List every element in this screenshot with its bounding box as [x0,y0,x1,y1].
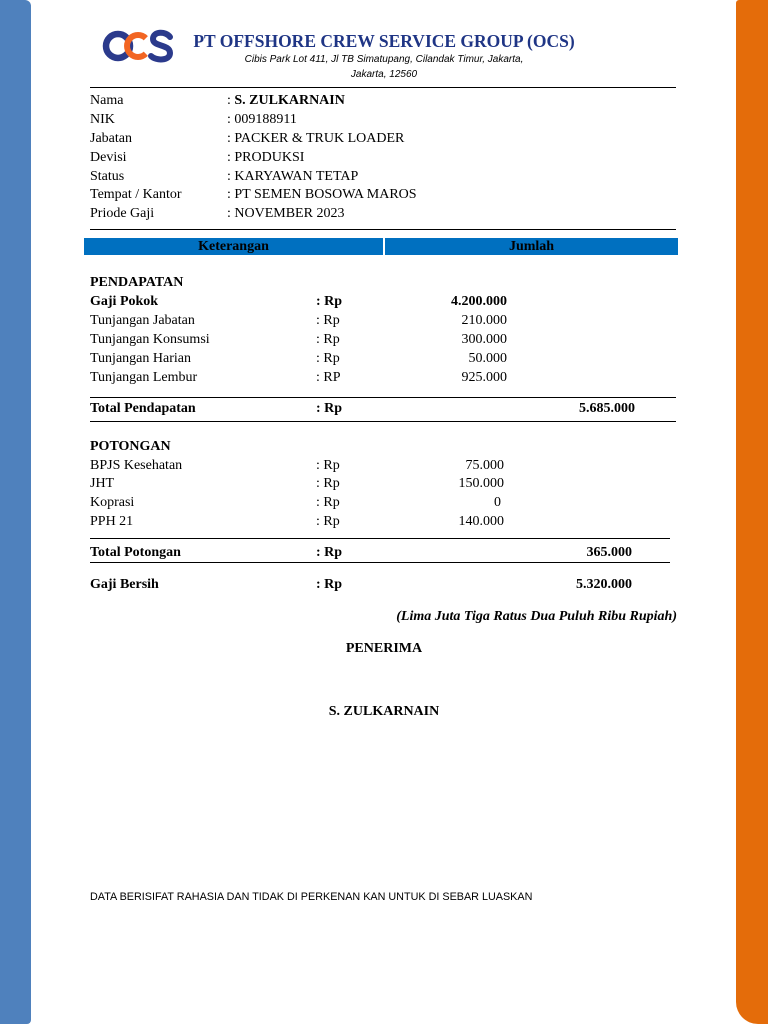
row-label: Koprasi [90,494,135,510]
info-row-devisi [0,148,768,167]
info-separator: : [227,149,231,165]
company-address-line2: Jakarta, 12560 [350,68,418,80]
earnings-section [0,273,768,292]
row-label: Tunjangan Harian [90,350,191,366]
employee-division: PRODUKSI [234,149,305,165]
table-row [0,330,768,349]
company-address-line1: Cibis Park Lot 411, Jl TB Simatupang, Cilandak Timur, Jakarta, [244,53,524,65]
info-separator: : [227,168,231,184]
info-value-wrap [227,110,297,129]
row-label: Gaji Pokok [90,293,159,309]
row-amount: 0 [494,494,501,510]
info-separator: : [227,111,231,127]
total-currency: : Rp [316,400,343,416]
total-currency: : Rp [316,544,343,560]
total-label: Total Pendapatan [90,400,196,416]
row-amount: 4.200.000 [451,293,507,309]
employee-nik: 009188911 [234,111,297,127]
column-header-jumlah: Jumlah [508,239,555,254]
row-label: BPJS Kesehatan [90,457,183,473]
row-currency: : Rp [316,331,340,347]
info-separator: : [227,205,231,221]
info-value-wrap [227,204,344,223]
company-name: PT OFFSHORE CREW SERVICE GROUP (OCS) [193,31,575,51]
row-label: JHT [90,475,115,491]
row-label: PPH 21 [90,513,134,529]
row-amount: 150.000 [458,475,504,491]
employee-status: KARYAWAN TETAP [234,168,359,184]
total-label: Total Potongan [90,544,181,560]
row-amount: 50.000 [468,350,507,366]
info-row-jabatan [0,129,768,148]
info-divider [90,229,676,230]
table-row [0,474,768,493]
row-amount: 300.000 [461,331,507,347]
row-currency: : Rp [316,475,340,491]
info-row-nama [0,91,768,110]
info-label: Jabatan [90,130,132,146]
row-amount: 210.000 [461,312,507,328]
info-value-wrap [227,167,358,186]
employee-name: S. ZULKARNAIN [234,92,345,108]
info-value-wrap [227,148,304,167]
info-value-wrap [227,185,417,204]
info-row-priode-gaji [0,204,768,223]
info-label: Tempat / Kantor [90,187,182,202]
net-pay-amount: 5.320.000 [576,576,632,592]
earnings-total-bottom-rule [90,421,676,422]
row-currency: : Rp [316,513,340,529]
info-label: NIK [90,111,115,127]
net-pay-row [0,575,768,594]
row-amount: 925.000 [461,369,507,385]
total-amount: 5.685.000 [579,400,635,416]
info-label: Status [90,168,125,184]
info-label: Devisi [90,149,127,165]
confidentiality-notice: DATA BERISIFAT RAHASIA DAN TIDAK DI PERKENAN KAN UNTUK DI SEBAR LUASKAN [90,890,533,903]
table-row [0,493,768,512]
row-currency: : RP [316,369,341,385]
info-row-status [0,167,768,186]
row-amount: 140.000 [458,513,504,529]
earnings-title: PENDAPATAN [90,274,184,290]
row-currency: : Rp [316,350,340,366]
receiver-title: PENERIMA [345,640,423,656]
pay-period: NOVEMBER 2023 [234,205,345,221]
net-pay-in-words: (Lima Juta Tiga Ratus Dua Puluh Ribu Rupiah) [396,608,677,624]
row-label: Tunjangan Jabatan [90,312,195,328]
row-label: Tunjangan Konsumsi [90,331,210,347]
table-row [0,512,768,531]
info-value-wrap [227,91,345,110]
info-label: Priode Gaji [90,205,155,221]
header-divider [90,87,676,88]
info-separator: : [227,92,231,108]
row-currency: : Rp [316,312,340,328]
employee-office: PT SEMEN BOSOWA MAROS [234,187,417,202]
table-row [0,349,768,368]
row-amount: 75.000 [465,457,504,473]
earnings-total-row [0,399,768,418]
table-header-bar [84,238,678,255]
deductions-title: POTONGAN [90,438,171,454]
table-row [0,292,768,311]
column-header-keterangan: Keterangan [198,239,269,254]
info-row-tempat-kantor [0,185,768,204]
deductions-total-row [0,543,768,562]
info-separator: : [227,130,231,146]
row-label: Tunjangan Lembur [90,369,198,385]
table-row [0,456,768,475]
info-label: Nama [90,92,124,108]
row-currency: : Rp [316,494,340,510]
table-row [0,368,768,387]
net-pay-label: Gaji Bersih [90,576,159,592]
row-currency: : Rp [316,457,340,473]
info-value-wrap [227,129,404,148]
total-amount: 365.000 [586,544,632,560]
net-pay-currency: : Rp [316,576,343,592]
table-row [0,311,768,330]
deductions-section [0,437,768,456]
info-row-nik [0,110,768,129]
deductions-total-top-rule [90,538,670,539]
employee-position: PACKER & TRUK LOADER [234,130,405,146]
deductions-total-bottom-rule [90,562,670,563]
receiver-name: S. ZULKARNAIN [328,703,440,719]
info-separator: : [227,187,231,202]
row-currency: : Rp [316,293,343,309]
